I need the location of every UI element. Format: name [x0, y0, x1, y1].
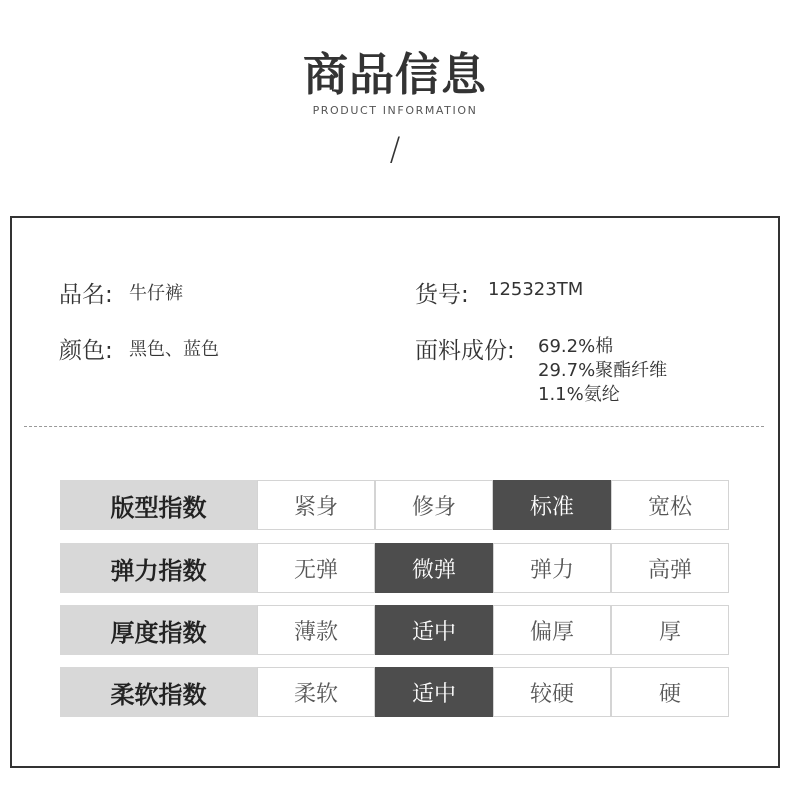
color-value: 黑色、蓝色	[129, 339, 219, 360]
slash-divider: /	[389, 130, 401, 168]
name-label: 品名:	[59, 282, 113, 308]
index-option: 修身	[375, 480, 493, 530]
dashed-divider	[24, 426, 764, 427]
name-value: 牛仔裤	[129, 283, 183, 304]
index-option: 柔软	[257, 667, 375, 717]
index-option: 弹力	[493, 543, 611, 593]
fabric-line: 29.7%聚酯纤维	[538, 360, 668, 381]
index-option: 紧身	[257, 480, 375, 530]
index-option: 偏厚	[493, 605, 611, 655]
index-row-title: 柔软指数	[60, 667, 257, 717]
index-option-selected: 标准	[493, 480, 611, 530]
fabric-label: 面料成份:	[415, 338, 515, 364]
index-option: 宽松	[611, 480, 729, 530]
index-option-selected: 适中	[375, 605, 493, 655]
index-option: 硬	[611, 667, 729, 717]
index-row	[60, 667, 732, 717]
fabric-composition	[538, 335, 667, 407]
index-row-title: 弹力指数	[60, 543, 257, 593]
index-option: 无弹	[257, 543, 375, 593]
index-option-selected: 微弹	[375, 543, 493, 593]
page-subtitle: PRODUCT INFORMATION	[312, 104, 478, 117]
page-title: 商品信息	[302, 48, 487, 101]
index-option: 较硬	[493, 667, 611, 717]
item-no-value: 125323TM	[488, 279, 584, 300]
item-no-label: 货号:	[415, 282, 469, 308]
index-row-title: 厚度指数	[60, 605, 257, 655]
index-row	[60, 605, 732, 655]
fabric-line: 1.1%氨纶	[538, 384, 620, 405]
index-row-title: 版型指数	[60, 480, 257, 530]
index-row	[60, 543, 732, 593]
index-option: 薄款	[257, 605, 375, 655]
index-option-selected: 适中	[375, 667, 493, 717]
index-option: 高弹	[611, 543, 729, 593]
index-option: 厚	[611, 605, 729, 655]
color-label: 颜色:	[59, 338, 113, 364]
index-row	[60, 480, 732, 530]
fabric-line: 69.2%棉	[538, 336, 614, 357]
